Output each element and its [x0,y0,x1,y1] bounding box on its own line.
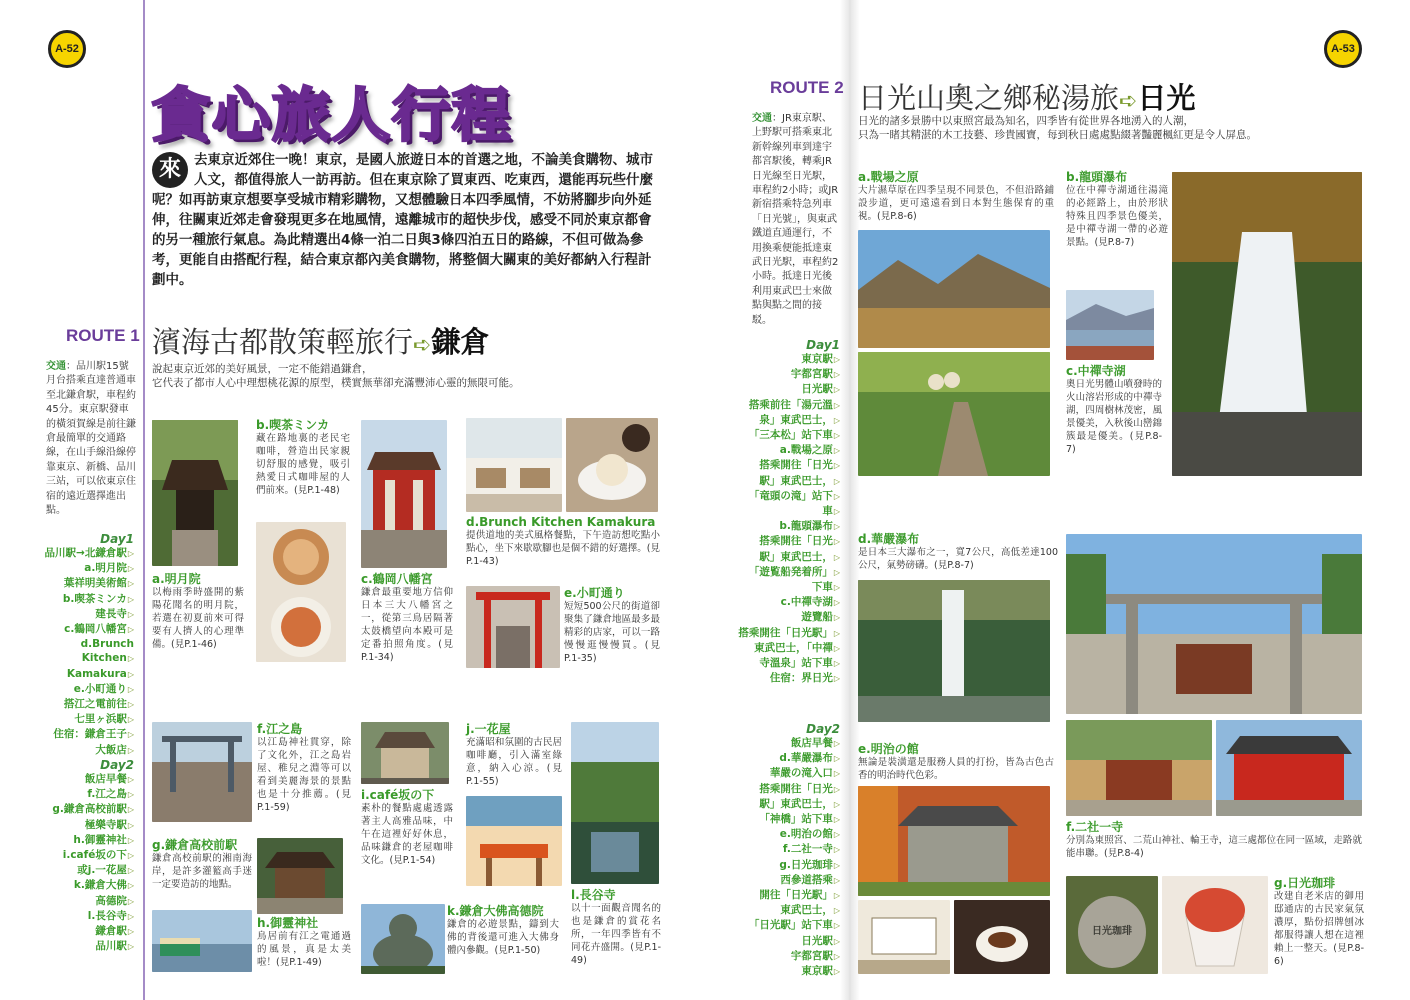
route1-desc-line1: 說起東京近郊的美好風景，一定不能錯過鎌倉， [152,363,373,375]
photo-goryo-jinja [257,838,343,914]
route2-day2-item: 搭乘開往「日光 ▷ [730,782,840,797]
route2-day2-item: f.二社一寺 ▷ [730,842,840,857]
route2-day1-item: 搭乘開往「日光駅」 ▷ [730,626,840,641]
photo-meiji-no-yakata [858,786,1050,896]
route1-day1-item: 品川駅→北鎌倉駅 ▷ [40,546,134,561]
spot-i-desc: 素朴的餐點處處透露著主人高雅品味，中午在這裡好好休息，品味鎌倉的老屋咖啡文化。(見P.1-54) [361,803,453,866]
spot-f-name: f.江之島 [257,722,303,736]
spot-r2-e-name: e.明治の館 [858,742,919,756]
spot-g-desc: 鎌倉高校前駅的湘南海岸，是許多灌籃高手迷一定要造訪的地點。 [152,853,252,890]
route2-day1-item: 宇都宮駅 ▷ [730,367,840,382]
spot-r2-g-desc: 改建自老米店的御用邸通店的古民家氣氛濃厚，點份招牌刨冰都服得讓人想在這裡賴上一整天。(見P.8-6) [1274,891,1364,967]
route1-day1-item: 住宿：鎌倉王子 ▷ [40,727,134,742]
spot-f [257,722,351,814]
route2-day2-schedule [730,722,840,979]
route2-day2-item: 飯店早餐 ▷ [730,736,840,751]
photo-kamakura-daibutsu [361,904,445,974]
intro-dropcap: 來 [152,152,188,188]
photo-hasedera [571,722,659,884]
route2-day2-item: e.明治の館 ▷ [730,827,840,842]
nikko-coffee-sign-text: 日光珈琲 [1092,926,1132,937]
spot-h-desc: 鳥居前有江之電通過的風景，真是太美啦！(見P.1-49) [257,931,351,968]
main-title: 貪心旅人行程 [152,81,513,149]
route1-day1-item: Kamakura ▷ [40,667,134,682]
route1-day2-item: 鎌倉駅 ▷ [40,924,134,939]
route1-desc-line2: 它代表了都市人心中理想桃花源的原型，樸實無華卻充滿豐沛心靈的無限可能。 [152,377,520,389]
route1-title [152,320,489,361]
spot-r2-d [858,532,1058,572]
route2-day1-item: 「三本松」站下車 ▷ [730,428,840,443]
route2-day2-item: 駅」東武巴士， ▷ [730,797,840,812]
route2-day1-item: 「遊覧船発着所」 ▷ [730,565,840,580]
route1-place: 鎌倉 [431,325,490,359]
spot-j-name: j.一花屋 [466,722,511,736]
route1-day1-item: a.明月院 ▷ [40,561,134,576]
photo-meiji-coffee [954,900,1050,974]
spot-r2-c [1066,364,1162,456]
arrow-right-icon: ➪ [413,333,432,358]
route1-transport-label: 交通 [46,361,66,372]
spot-a-name: a.明月院 [152,572,201,586]
spot-l [571,888,661,967]
route1-day1-list [40,546,134,758]
spot-r2-g [1274,876,1364,968]
route1-day2-item: g.鎌倉高校前駅 ▷ [40,802,134,817]
spot-r2-a [858,170,1054,223]
route1-day2-item: i.café坂の下 ▷ [40,848,134,863]
photo-meigetsuin [152,420,238,566]
photo-nikko-shrine-grounds [1066,720,1212,816]
spot-e-desc: 短短500公尺的街道卻聚集了鎌倉地區最多最精彩的店家，可以一路慢慢逛慢慢買。(見P.1-35) [564,601,660,664]
spot-a-desc: 以梅雨季時盛開的紫陽花聞名的明月院，若選在初夏前來可得要有人擠人的心理準備。(見P.1-46) [152,587,244,650]
route1-day2-item: 飯店早餐 ▷ [40,772,134,787]
route1-day2-head: Day2 [100,758,134,772]
spot-r2-d-desc: 是日本三大瀑布之一，寬7公尺，高低差達100公尺，氣勢磅礴。(見P.8-7) [858,547,1058,571]
route2-day1-item: 東武巴士，「中禪 ▷ [730,641,840,656]
spot-k-name: k.鎌倉大佛高德院 [447,904,544,918]
route2-label: ROUTE 2 [770,78,844,97]
photo-kamakura-koko-mae [152,910,252,972]
route2-day1-item: 搭乘開往「日光 ▷ [730,458,840,473]
spot-d-name: d.Brunch Kitchen Kamakura [466,515,656,529]
route1-day2-item: 或j.一花屋 ▷ [40,863,134,878]
route2-desc-line1: 日光的諸多景勝中以東照宮最為知名，四季皆有從世界各地湧入的人潮， [858,115,1194,127]
route2-day1-list [730,352,840,686]
spot-e [564,586,660,665]
arrow-right-icon: ➪ [1119,89,1138,114]
spot-j [466,722,562,788]
spot-r2-f [1066,820,1362,860]
left-margin-rule [143,0,145,1000]
photo-senjogahara [858,230,1050,348]
spot-d [466,515,660,568]
route2-day2-item: 日光駅 ▷ [730,934,840,949]
route1-day2-item: h.御靈神社 ▷ [40,833,134,848]
spot-l-name: l.長谷寺 [571,888,616,902]
page-number-left: A-52 [48,30,86,68]
route2-title [858,76,1195,117]
photo-nikko-shrine-gate [1216,720,1362,816]
photo-toshogu-torii [1066,534,1362,714]
photo-nikko-coffee-sign [1066,876,1158,974]
route2-day1-item: c.中禪寺湖 ▷ [730,595,840,610]
book-gutter [840,0,860,1000]
photo-boardwalk [858,352,1050,476]
route2-transport [752,112,840,328]
route1-day2-schedule [40,758,134,954]
route2-transport-label: 交通 [752,113,772,124]
route2-day1-item: 寺溫泉」站下車 ▷ [730,656,840,671]
spot-k [447,904,559,957]
route1-title-text: 濱海古都散策輕旅行 [152,325,414,359]
photo-brunch-kitchen-interior [466,418,562,512]
spot-r2-a-desc: 大片濕草原在四季呈現不同景色，不但沿路鋪設步道，更可遠遠看到日本對生態保育的重視。(見P.8-6) [858,185,1054,222]
spot-r2-b [1066,170,1168,249]
route2-transport-text: ：JR東京駅、上野駅可搭乘東北新幹線列車到達宇都宮駅後，轉乘JR日光線至日光駅，車程約2小時；或JR新宿搭乘特急列車「日光號」，與東武鐵道直通運行，不用換乘便能抵達東武日光駅，車程約2小時。抵達日光後利用東武巴士來做點與點之間的接駁。 [752,113,839,326]
route2-day1-item: 駅」東武巴士， ▷ [730,474,840,489]
route1-day1-schedule [40,532,134,758]
spot-i-name: i.café坂の下 [361,788,435,802]
route1-day1-head: Day1 [100,532,134,546]
route1-day1-item: d.Brunch Kitchen ▷ [40,637,134,666]
route2-day1-item: 搭乘前往「湯元溫 ▷ [730,398,840,413]
route2-day2-item: 宇都宮駅 ▷ [730,949,840,964]
spot-r2-b-desc: 位在中禪寺湖通往湯滝的必經路上，由於形狀特殊且四季景色優美，是中禪寺湖一帶的必遊景點。(見P.8-7) [1066,185,1168,248]
photo-ichigeya [466,796,562,886]
photo-komachi-dori [466,586,560,668]
spot-r2-g-name: g.日光珈琲 [1274,876,1336,890]
photo-tsurugaoka [361,420,447,568]
route1-day2-item: k.鎌倉大佛 ▷ [40,878,134,893]
route1-day2-list [40,772,134,954]
route2-day2-item: 華嚴の滝入口 ▷ [730,766,840,781]
intro-paragraph [152,150,660,290]
route2-title-text: 日光山奧之鄉秘湯旅 [858,81,1120,115]
spot-r2-d-name: d.華嚴瀑布 [858,532,920,546]
route1-day2-item: f.江之島 ▷ [40,787,134,802]
route2-day2-item: g.日光珈琲 ▷ [730,858,840,873]
route2-day2-item: d.華嚴瀑布 ▷ [730,751,840,766]
route1-day1-item: b.喫茶ミンカ ▷ [40,592,134,607]
spot-b-desc: 藏在路地裏的老民宅咖啡，營造出民家親切舒服的感覺，吸引熱愛日式咖啡屋的人們前來。(見P.1-48) [256,433,350,496]
spot-r2-b-name: b.龍頭瀑布 [1066,170,1128,184]
page-number-right: A-53 [1324,30,1362,68]
route2-day2-item: 「神橋」站下車 ▷ [730,812,840,827]
route2-day1-item: 駅」東武巴士， ▷ [730,550,840,565]
spot-r2-f-desc: 分別為東照宮、二荒山神社、輪王寺，這三處都位在同一區域，走路就能串聯。(見P.8-4) [1066,835,1362,859]
route2-day1-item: 下車 ▷ [730,580,840,595]
route2-day1-schedule [730,338,840,686]
spot-a [152,572,244,651]
route1-day1-item: 七里ヶ浜駅 ▷ [40,712,134,727]
route2-day2-item: 東武巴士， ▷ [730,903,840,918]
route2-day2-item: 「日光駅」站下車 ▷ [730,918,840,933]
route2-day1-item: b.龍頭瀑布 ▷ [730,519,840,534]
route1-transport [46,360,136,518]
route1-day2-item: 極樂寺駅 ▷ [40,818,134,833]
route2-desc-line2: 只為一睹其精湛的木工技藝、珍貴國寶，每到秋日處處點綴著豔麗楓紅更是令人屏息。 [858,129,1257,141]
spot-j-desc: 充滿昭和氛圍的古民居咖啡廳，引入滿室綠意，納入心涼。(見P.1-55) [466,737,562,787]
spot-f-desc: 以江島神社貫穿，除了文化外，江之島岩屋、稚兒之淵等可以看到美麗海景的景點也是十分推薦。(見P.1-59) [257,737,351,813]
route2-day1-item: 泉」東武巴士， ▷ [730,413,840,428]
spot-r2-e [858,742,1054,782]
photo-chuzenji-lake [1066,290,1154,360]
route2-day1-item: 車 ▷ [730,504,840,519]
route2-day2-list [730,736,840,979]
spot-g-name: g.鎌倉高校前駅 [152,838,238,852]
route1-day2-item: 品川駅 ▷ [40,939,134,954]
route1-day2-item: 高德院 ▷ [40,894,134,909]
spot-h-name: h.御靈神社 [257,916,319,930]
photo-meiji-sign [858,900,950,974]
spot-i [361,788,453,867]
spot-r2-a-name: a.戰場之原 [858,170,919,184]
spot-g [152,838,252,891]
photo-kissa-minka [256,522,346,662]
photo-ryuzu-falls [1172,172,1362,476]
spot-r2-e-desc: 無論是裝潢還是服務人員的打扮，皆為古色古香的明治時代色彩。 [858,757,1054,781]
spot-r2-c-desc: 奧日光男體山噴發時的火山溶岩形成的中禪寺湖，四周樹林茂密，風景優美，入秋後山巒錦簇最是優美。(見P.8-7) [1066,379,1162,455]
route2-day2-head: Day2 [806,722,840,736]
spot-d-desc: 提供道地的美式風格餐點，下午造訪想吃點小點心，坐下來歇歇腳也是個不錯的好選擇。(見P.1-43) [466,530,660,567]
route1-transport-text: ：品川駅15號月台搭乘直達普通車至北鎌倉駅，車程約45分。東京駅發車的橫須賀線是前往鎌倉最簡單的交通路線，在山手線沿線停靠東京、新橋、品川三站，可以依東京住宿的遠近選擇進出點。 [46,361,136,517]
route2-day2-item: 開往「日光駅」 ▷ [730,888,840,903]
spot-c-desc: 鎌倉最重要地方信仰日本三大八幡宮之一，從第三鳥居隔著太鼓橋望向本殿可是定番拍照角度。(見P.1-34) [361,587,453,663]
spot-b [256,418,350,497]
spot-c-name: c.鶴岡八幡宮 [361,572,433,586]
route2-day1-item: a.戰場之原 ▷ [730,443,840,458]
spot-l-desc: 以十一面觀音聞名的也是鎌倉的賞花名所，一年四季皆有不同花卉盛開。(見P.1-49) [571,903,661,966]
photo-cafe-sakanoshita [361,722,449,784]
route2-day1-item: 日光駅 ▷ [730,382,840,397]
route2-day1-item: 住宿：界日光 ▷ [730,671,840,686]
photo-kegon-falls [858,580,1050,722]
spot-e-name: e.小町通り [564,586,625,600]
route1-day1-item: 建長寺 ▷ [40,607,134,622]
route2-day1-item: 遊覽船 ▷ [730,610,840,625]
spot-r2-c-name: c.中禪寺湖 [1066,364,1126,378]
route2-description [858,114,1358,142]
route2-day1-item: 東京駅 ▷ [730,352,840,367]
spot-r2-f-name: f.二社一寺 [1066,820,1124,834]
photo-brunch-kitchen-dessert [566,418,658,512]
route2-day2-item: 西參道搭乘 ▷ [730,873,840,888]
route1-label: ROUTE 1 [66,326,140,345]
photo-enoshima [152,722,252,822]
route2-place: 日光 [1137,81,1196,115]
route1-day1-item: e.小町通り ▷ [40,682,134,697]
spot-k-desc: 鎌倉的必遊景點，鑄到大佛的背後還可進入大佛身體內參觀。(見P.1-50) [447,919,559,956]
route1-day2-item: l.長谷寺 ▷ [40,909,134,924]
route1-day1-item: 大飯店 ▷ [40,743,134,758]
spot-b-name: b.喫茶ミンカ [256,418,330,432]
intro-text: 去東京近郊住一晚！東京，是國人旅遊日本的首選之地，不論美食購物、城市人文，都值得旅人一訪再訪。但在東京除了買東西、吃東西，還能再玩些什麼呢？如再訪東京想要享受城市精彩購物，又想體驗日本四季風情，不妨將腳步向外延伸，往關東近郊走會發現更多在地風情，遠離城市的超快步伐，感受不同於東京都會的另一種旅行氣息。為此精選出4條一泊二日與3條四泊五日的路線，不但可做為參考，更能自由搭配行程，結合東京都內美食購物，將整個大關東的美好都納入行程計劃中。 [152,152,653,288]
route2-day2-item: 東京駅 ▷ [730,964,840,979]
route2-day1-head: Day1 [806,338,840,352]
route2-day1-item: 搭乘開往「日光 ▷ [730,534,840,549]
spot-h [257,916,351,969]
photo-shaved-ice [1162,876,1268,974]
route2-day1-item: 「竜頭の滝」站下 ▷ [730,489,840,504]
route1-day1-item: c.鶴岡八幡宮 ▷ [40,622,134,637]
spot-c [361,572,453,664]
route1-description [152,362,652,390]
route1-day1-item: 搭江之電前往 ▷ [40,697,134,712]
route1-day1-item: 葉祥明美術館 ▷ [40,576,134,591]
